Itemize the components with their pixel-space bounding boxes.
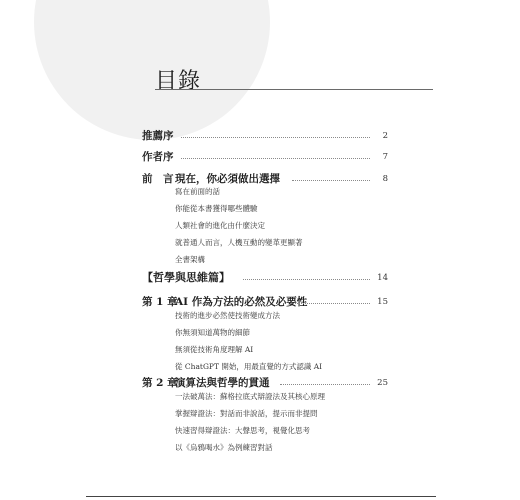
chapter-label: 第 1 章 — [142, 296, 178, 308]
entry-page: 8 — [382, 174, 388, 184]
toc-chapter-1[interactable] — [0, 295, 520, 309]
leader-dots — [243, 279, 370, 280]
leader-dots — [290, 303, 370, 304]
toc-entry-preface[interactable] — [0, 172, 520, 186]
toc-subitem[interactable]: 寫在前面的話 — [175, 187, 220, 196]
entry-page: 7 — [382, 152, 388, 162]
entry-title: 現在，你必須做出選擇 — [175, 173, 280, 185]
toc-subitem[interactable]: 人類社會的進化由什麼決定 — [175, 221, 265, 230]
part-page: 14 — [377, 273, 388, 283]
leader-dots — [181, 158, 370, 159]
toc-subitem[interactable]: 一法破萬法：蘇格拉底式辯證法及其核心原理 — [175, 392, 325, 401]
chapter-page: 15 — [377, 297, 388, 307]
leader-dots — [181, 137, 370, 138]
toc-subitem[interactable]: 快速習得辯證法：大聲思考，視覺化思考 — [175, 426, 310, 435]
title-rule — [155, 89, 433, 90]
toc-subitem[interactable]: 技術的進步必然使技術變成方法 — [175, 311, 280, 320]
chapter-title: 演算法與哲學的貫通 — [175, 377, 270, 389]
toc-chapter-2[interactable] — [0, 376, 520, 390]
leader-dots — [280, 384, 370, 385]
toc-part-philosophy[interactable] — [0, 271, 520, 285]
entry-page: 2 — [382, 131, 388, 141]
toc-subitem[interactable]: 以《烏鴉喝水》為例練習對話 — [175, 443, 273, 452]
chapter-page: 25 — [377, 378, 388, 388]
toc-subitem[interactable]: 無須從技術角度理解 AI — [175, 345, 254, 354]
chapter-label: 第 2 章 — [142, 377, 178, 389]
toc-entry-recommendation[interactable] — [0, 129, 520, 143]
entry-title: 推薦序 — [142, 130, 174, 142]
page-title: 目錄 — [155, 69, 202, 94]
toc-subitem[interactable]: 掌握辯證法：對話而非說話，提示而非提問 — [175, 409, 318, 418]
toc-entry-author-preface[interactable] — [0, 150, 520, 164]
chapter-title: AI 作為方法的必然及必要性 — [175, 296, 308, 308]
entry-label: 前 言 — [142, 173, 174, 185]
part-title: 【哲學與思維篇】 — [142, 271, 230, 284]
leader-dots — [292, 180, 370, 181]
toc-subitem[interactable]: 你無須知道萬物的細節 — [175, 328, 250, 337]
toc-subitem[interactable]: 從 ChatGPT 開始，用最直覺的方式認識 AI — [175, 362, 323, 371]
decorative-circle — [34, 0, 270, 140]
toc-subitem[interactable]: 你能從本書獲得哪些體驗 — [175, 204, 258, 213]
toc-subitem[interactable]: 全書架構 — [175, 255, 205, 264]
bottom-rule — [86, 496, 436, 497]
entry-title: 作者序 — [142, 151, 174, 163]
toc-subitem[interactable]: 就普通人而言，人機互動的變革更顯著 — [175, 238, 303, 247]
